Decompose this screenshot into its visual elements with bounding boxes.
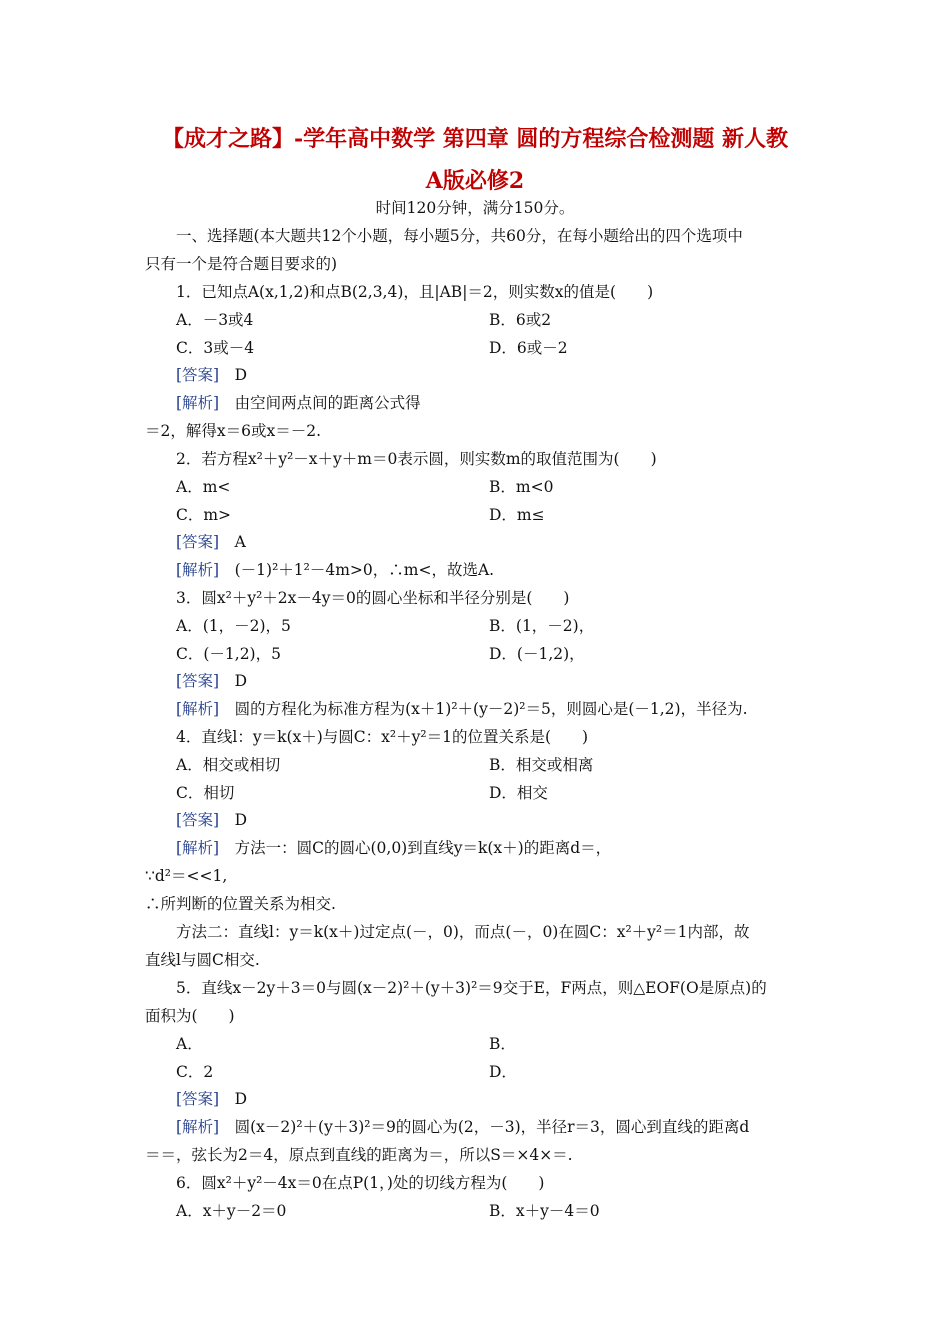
analysis-text: 方法一：圆C的圆心(0,0)到直线y＝k(x＋)的距离d＝， [234,839,612,857]
q4-analysis [176,838,846,858]
answer-tag: [答案] [176,366,220,384]
section-intro-cont: 只有一个是符合题目要求的) [145,255,338,273]
q6-option-b: B．x＋y－4＝0 [489,1202,600,1220]
answer-value: D [234,811,248,829]
q3-answer [176,671,846,691]
analysis-text: 圆的方程化为标准方程为(x＋1)²＋(y－2)²＝5，则圆心是(－1,2)，半径为. [234,700,748,718]
answer-tag: [答案] [176,811,220,829]
q5-option-c: C．2 [176,1063,214,1081]
q2-option-a: A．m< [176,478,231,496]
q3-option-b: B．(1，－2)， [489,617,595,635]
q6-stem: 6．圆x²＋y²－4x＝0在点P(1，)处的切线方程为( ) [176,1174,545,1192]
q3-option-d: D．(－1,2)， [489,645,585,663]
q4-option-c: C．相切 [176,784,235,802]
q4-analysis-line-3: ∴所判断的位置关系为相交. [145,895,336,913]
title-line-1: 【成才之路】-学年高中数学 第四章 圆的方程综合检测题 新人教 [161,126,789,152]
q5-stem-cont: 面积为( ) [145,1007,235,1025]
analysis-tag: [解析] [176,839,220,857]
q2-analysis [176,560,846,580]
q1-analysis-cont: ＝2，解得x＝6或x＝－2. [145,422,321,440]
analysis-text: (－1)²＋1²－4m>0，∴m<，故选A. [234,561,495,579]
answer-value: D [234,1090,248,1108]
q5-stem: 5．直线x－2y＋3＝0与圆(x－2)²＋(y＋3)²＝9交于E，F两点，则△EOF(O是原点)的 [176,979,767,997]
analysis-text: 由空间两点间的距离公式得 [234,394,421,412]
q3-analysis [176,699,846,719]
q1-stem: 1．已知点A(x,1,2)和点B(2,3,4)，且|AB|＝2，则实数x的值是( ) [176,283,654,301]
analysis-tag: [解析] [176,561,220,579]
q1-option-b: B．6或2 [489,311,552,329]
q1-option-d: D．6或－2 [489,339,568,357]
q4-stem: 4．直线l：y＝k(x＋)与圆C：x²＋y²＝1的位置关系是( ) [176,728,589,746]
document-title [100,118,850,202]
q4-option-a: A．相交或相切 [176,756,281,774]
analysis-tag: [解析] [176,394,220,412]
q2-option-b: B．m<0 [489,478,554,496]
time-score-note: 时间120分钟，满分150分。 [375,199,575,217]
q1-option-a: A．－3或4 [176,311,254,329]
q5-option-b: B． [489,1035,516,1053]
answer-value: D [234,672,248,690]
q5-option-d: D． [489,1063,517,1081]
q3-option-a: A．(1，－2)，5 [176,617,291,635]
answer-tag: [答案] [176,672,220,690]
answer-value: A [234,533,246,551]
answer-value: D [234,366,248,384]
q1-option-c: C．3或－4 [176,339,255,357]
analysis-tag: [解析] [176,1118,220,1136]
q2-option-c: C．m> [176,506,232,524]
q4-option-d: D．相交 [489,784,548,802]
q3-option-c: C．(－1,2)，5 [176,645,281,663]
answer-tag: [答案] [176,533,220,551]
q2-option-d: D．m≤ [489,506,545,524]
q4-answer [176,810,846,830]
q4-option-b: B．相交或相离 [489,756,594,774]
analysis-tag: [解析] [176,700,220,718]
q5-analysis-cont: ＝＝，弦长为2＝4，原点到直线的距离为＝，所以S＝×4×＝. [145,1146,573,1164]
answer-tag: [答案] [176,1090,220,1108]
q5-answer [176,1089,846,1109]
q4-analysis-line-4: 方法二：直线l：y＝k(x＋)过定点(－，0)，而点(－，0)在圆C：x²＋y²＝1内部，故 [176,923,750,941]
q5-analysis [176,1117,846,1137]
analysis-text: 圆(x－2)²＋(y＋3)²＝9的圆心为(2，－3)，半径r＝3，圆心到直线的距离d [234,1118,750,1136]
q1-analysis [176,393,846,413]
q2-stem: 2．若方程x²＋y²－x＋y＋m＝0表示圆，则实数m的取值范围为( ) [176,450,657,468]
q4-analysis-line-5: 直线l与圆C相交. [145,951,260,969]
q5-option-a: A． [176,1035,203,1053]
q1-answer [176,365,846,385]
q4-analysis-line-2: ∵d²＝<<1, [145,867,228,885]
title-line-2: A版必修2 [425,168,525,194]
section-intro: 一、选择题(本大题共12个小题，每小题5分，共60分，在每小题给出的四个选项中 [176,227,743,245]
q6-option-a: A．x＋y－2＝0 [176,1202,287,1220]
q3-stem: 3．圆x²＋y²＋2x－4y＝0的圆心坐标和半径分别是( ) [176,589,570,607]
q2-answer [176,532,846,552]
